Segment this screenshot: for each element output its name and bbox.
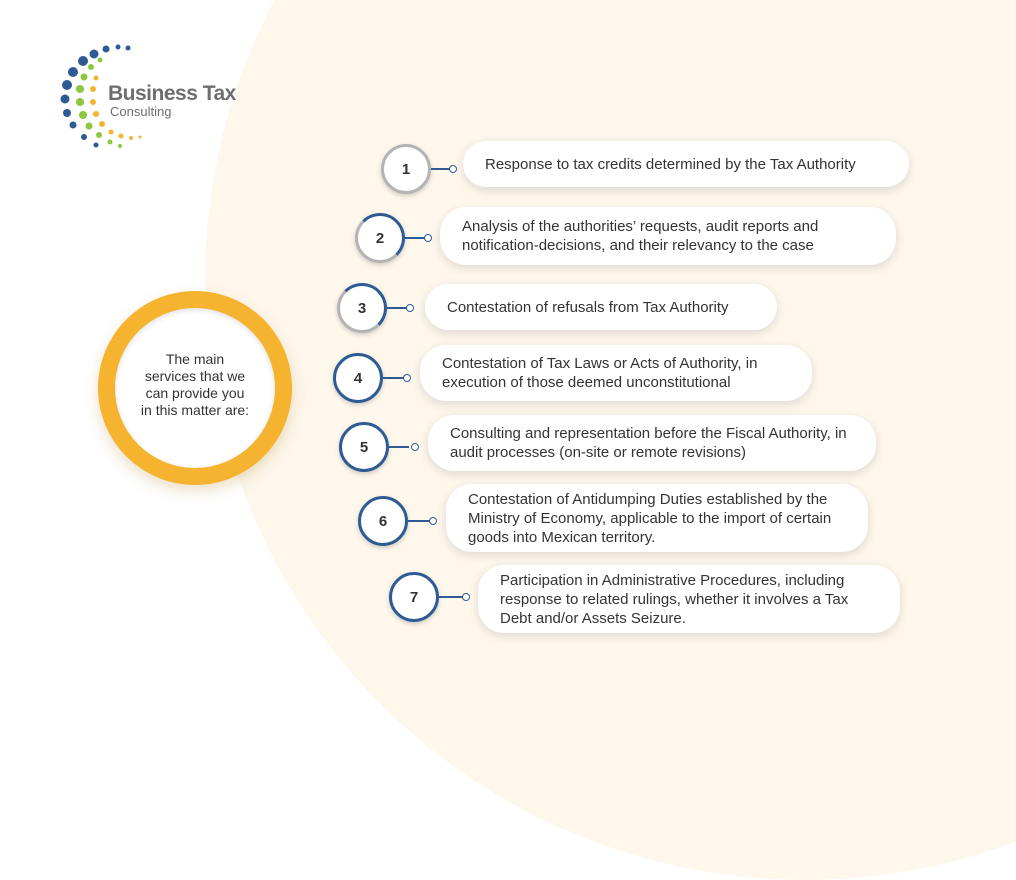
service-text-7: Participation in Administrative Procedures, including response to related rulings, whether it involves a Tax Debt and/or Assets Seizure. (500, 571, 849, 627)
connector-dot-6 (429, 517, 437, 525)
service-number-1: 1 (381, 144, 431, 194)
service-number-3: 3 (337, 283, 387, 333)
service-item-5 (428, 415, 876, 471)
service-item-7 (478, 565, 900, 633)
brand-subtitle: Consulting (110, 104, 172, 119)
center-circle-inner (115, 308, 275, 468)
service-number-7: 7 (389, 572, 439, 622)
service-number-5: 5 (339, 422, 389, 472)
connector-dot-7 (462, 593, 470, 601)
connector-dot-3 (406, 304, 414, 312)
connector-1 (431, 168, 451, 170)
brand-name: Business Tax (108, 82, 236, 105)
center-circle (98, 291, 292, 485)
service-item-1 (463, 141, 909, 187)
service-item-2 (440, 207, 896, 265)
service-text-6: Contestation of Antidumping Duties established by the Ministry of Economy, applicable to the import of certain goods into Mexican territory. (468, 490, 832, 546)
connector-dot-5 (411, 443, 419, 451)
service-number-6: 6 (358, 496, 408, 546)
connector-7 (439, 596, 463, 598)
connector-dot-1 (449, 165, 457, 173)
service-text-2: Analysis of the authorities’ requests, audit reports and notification-decisions, and their relevancy to the case (462, 218, 819, 254)
service-text-1: Response to tax credits determined by the Tax Authority (485, 155, 856, 173)
connector-5 (389, 446, 409, 448)
center-text: The main services that we can provide you in this matter are: (140, 351, 250, 418)
connector-4 (383, 377, 403, 379)
connector-2 (405, 237, 425, 239)
service-item-6 (446, 484, 868, 552)
service-text-5: Consulting and representation before the Fiscal Authority, in audit processes (on-site or remote revisions) (450, 425, 847, 461)
connector-3 (387, 307, 407, 309)
connector-dot-2 (424, 234, 432, 242)
connector-6 (408, 520, 430, 522)
service-item-3 (425, 284, 777, 330)
connector-dot-4 (403, 374, 411, 382)
service-number-4: 4 (333, 353, 383, 403)
service-text-4: Contestation of Tax Laws or Acts of Authority, in execution of those deemed unconstitutional (442, 355, 758, 391)
service-item-4 (420, 345, 812, 401)
service-text-3: Contestation of refusals from Tax Authority (447, 298, 729, 316)
service-number-2: 2 (355, 213, 405, 263)
